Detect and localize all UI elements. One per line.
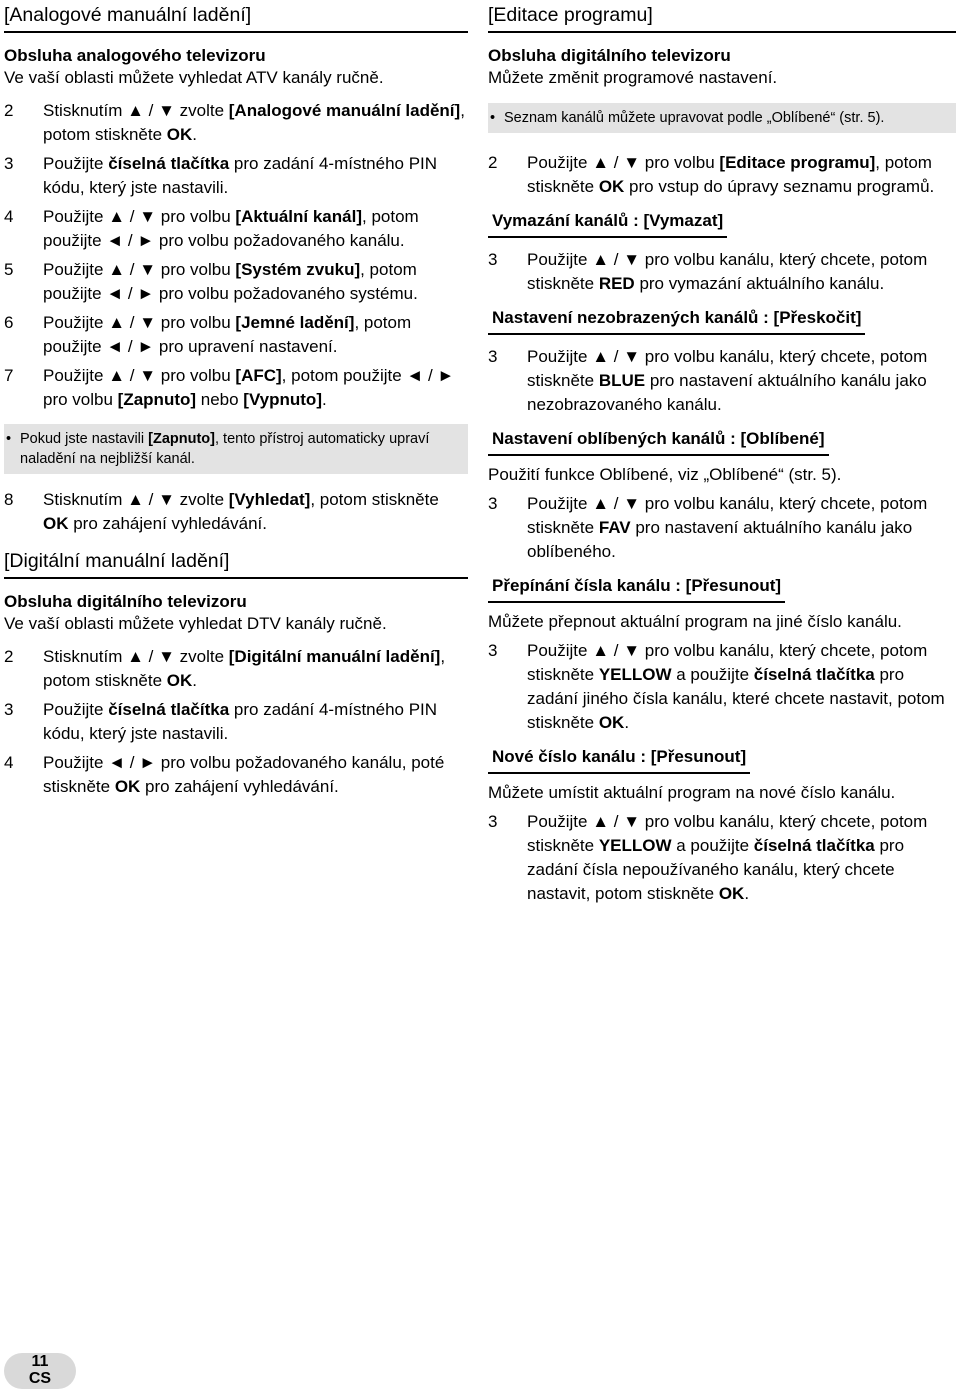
step-number: 4 bbox=[4, 207, 14, 226]
step-text: Použijte ▲ / ▼ pro volbu kanálu, který chcete, potom stiskněte FAV pro nastavení aktuálního kanálu jako oblíbeného. bbox=[527, 494, 928, 561]
step-item bbox=[488, 248, 956, 296]
step-number: 3 bbox=[4, 154, 14, 173]
step-text: Použijte ▲ / ▼ pro volbu [Aktuální kanál], potom použijte ◄ / ► pro volbu požadovaného kanálu. bbox=[43, 207, 419, 250]
step-item bbox=[488, 492, 956, 564]
step-item bbox=[4, 488, 468, 536]
step-item bbox=[4, 698, 468, 746]
digital-intro-text: Ve vaší oblasti můžete vyhledat DTV kanály ručně. bbox=[4, 614, 387, 633]
step-item bbox=[488, 639, 956, 735]
digital-tv-operation-heading: Obsluha digitálního televizoru bbox=[4, 592, 247, 611]
subheading-skip-channels: Nastavení nezobrazených kanálů : [Přeskočit] bbox=[488, 307, 865, 335]
note-text: Seznam kanálů můžete upravovat podle „Oblíbené“ (str. 5). bbox=[504, 110, 885, 126]
language-code: CS bbox=[28, 1370, 52, 1387]
step-number: 7 bbox=[4, 366, 14, 385]
afc-note bbox=[4, 424, 468, 474]
digital-steps bbox=[4, 645, 468, 799]
analog-intro-text: Ve vaší oblasti můžete vyhledat ATV kanály ručně. bbox=[4, 68, 384, 87]
note-text: Pokud jste nastavili [Zapnuto], tento přístroj automaticky upraví naladění na nejbližší kanál. bbox=[20, 431, 430, 467]
step-text: Stisknutím ▲ / ▼ zvolte [Vyhledat], potom stiskněte OK pro zahájení vyhledávání. bbox=[43, 490, 439, 533]
left-column bbox=[4, 0, 468, 804]
section-title-digital-manual-tuning: [Digitální manuální ladění] bbox=[4, 546, 468, 579]
step-text: Použijte ▲ / ▼ pro volbu [Systém zvuku], potom použijte ◄ / ► pro volbu požadovaného systému. bbox=[43, 260, 418, 303]
page-number: 11 bbox=[31, 1353, 49, 1370]
analog-tv-operation-heading: Obsluha analogového televizoru bbox=[4, 46, 266, 65]
step-number: 6 bbox=[4, 313, 14, 332]
step-text: Použijte ◄ / ► pro volbu požadovaného kanálu, poté stiskněte OK pro zahájení vyhledávání. bbox=[43, 753, 445, 796]
subheading-new-channel-number: Nové číslo kanálu : [Přesunout] bbox=[488, 746, 750, 774]
program-edit-intro: Můžete změnit programové nastavení. bbox=[488, 68, 778, 87]
step-item bbox=[4, 258, 468, 306]
section-title-analog-manual-tuning: [Analogové manuální ladění] bbox=[4, 0, 468, 33]
page-number-badge bbox=[4, 1353, 76, 1389]
favorite-channels-text: Použití funkce Oblíbené, viz „Oblíbené“ (str. 5). bbox=[488, 465, 842, 484]
step-text: Stisknutím ▲ / ▼ zvolte [Digitální manuální ladění], potom stiskněte OK. bbox=[43, 647, 446, 690]
step-number: 5 bbox=[4, 260, 14, 279]
step-text: Stisknutím ▲ / ▼ zvolte [Analogové manuální ladění], potom stiskněte OK. bbox=[43, 101, 465, 144]
analog-steps bbox=[4, 99, 468, 412]
step-item bbox=[488, 345, 956, 417]
step-text: Použijte ▲ / ▼ pro volbu [AFC], potom použijte ◄ / ► pro volbu [Zapnuto] nebo [Vypnuto]. bbox=[43, 366, 455, 409]
step-number: 3 bbox=[488, 812, 498, 831]
bullet-icon: • bbox=[6, 431, 12, 447]
new-channel-text: Můžete umístit aktuální program na nové číslo kanálu. bbox=[488, 783, 896, 802]
step-text: Použijte ▲ / ▼ pro volbu [Jemné ladění], potom použijte ◄ / ► pro upravení nastavení. bbox=[43, 313, 412, 356]
step-item bbox=[4, 205, 468, 253]
step-number: 4 bbox=[4, 753, 14, 772]
step-item bbox=[488, 810, 956, 906]
digital-tv-operation-heading: Obsluha digitálního televizoru bbox=[488, 46, 731, 65]
favorites-note bbox=[488, 103, 956, 133]
step-number: 3 bbox=[4, 700, 14, 719]
step-text: Použijte číselná tlačítka pro zadání 4-místného PIN kódu, který jste nastavili. bbox=[43, 154, 438, 197]
step-text: Použijte ▲ / ▼ pro volbu kanálu, který chcete, potom stiskněte BLUE pro nastavení aktuálního kanálu jako nezobrazovaného kanálu. bbox=[527, 347, 928, 414]
subheading-delete-channels: Vymazání kanálů : [Vymazat] bbox=[488, 210, 727, 238]
step-number: 3 bbox=[488, 250, 498, 269]
right-column bbox=[488, 0, 956, 911]
step-text: Použijte ▲ / ▼ pro volbu kanálu, který chcete, potom stiskněte YELLOW a použijte číselná tlačítka pro zadání jiného čísla kanálu, které chcete nastavit, potom stiskněte OK. bbox=[527, 641, 945, 732]
step-text: Použijte číselná tlačítka pro zadání 4-místného PIN kódu, který jste nastavili. bbox=[43, 700, 438, 743]
step-item bbox=[4, 152, 468, 200]
switch-channel-text: Můžete přepnout aktuální program na jiné číslo kanálu. bbox=[488, 612, 902, 631]
step-item bbox=[4, 99, 468, 147]
step-number: 8 bbox=[4, 490, 14, 509]
bullet-icon: • bbox=[490, 110, 496, 126]
step-item bbox=[4, 645, 468, 693]
step-number: 3 bbox=[488, 494, 498, 513]
section-title-program-edit: [Editace programu] bbox=[488, 0, 956, 33]
step-number: 3 bbox=[488, 641, 498, 660]
step-item bbox=[488, 151, 956, 199]
step-number: 2 bbox=[4, 647, 14, 666]
step-number: 3 bbox=[488, 347, 498, 366]
subheading-switch-channel-number: Přepínání čísla kanálu : [Přesunout] bbox=[488, 575, 785, 603]
step-text: Použijte ▲ / ▼ pro volbu [Editace programu], potom stiskněte OK pro vstup do úpravy seznamu programů. bbox=[527, 153, 935, 196]
subheading-favorite-channels: Nastavení oblíbených kanálů : [Oblíbené] bbox=[488, 428, 829, 456]
step-text: Použijte ▲ / ▼ pro volbu kanálu, který chcete, potom stiskněte RED pro vymazání aktuálního kanálu. bbox=[527, 250, 928, 293]
step-number: 2 bbox=[488, 153, 498, 172]
step-number: 2 bbox=[4, 101, 14, 120]
step-item bbox=[4, 311, 468, 359]
step-text: Použijte ▲ / ▼ pro volbu kanálu, který chcete, potom stiskněte YELLOW a použijte číselná tlačítka pro zadání čísla nepoužívaného kanálu, který chcete nastavit, potom stiskněte OK. bbox=[527, 812, 928, 903]
step-item bbox=[4, 751, 468, 799]
step-item bbox=[4, 364, 468, 412]
